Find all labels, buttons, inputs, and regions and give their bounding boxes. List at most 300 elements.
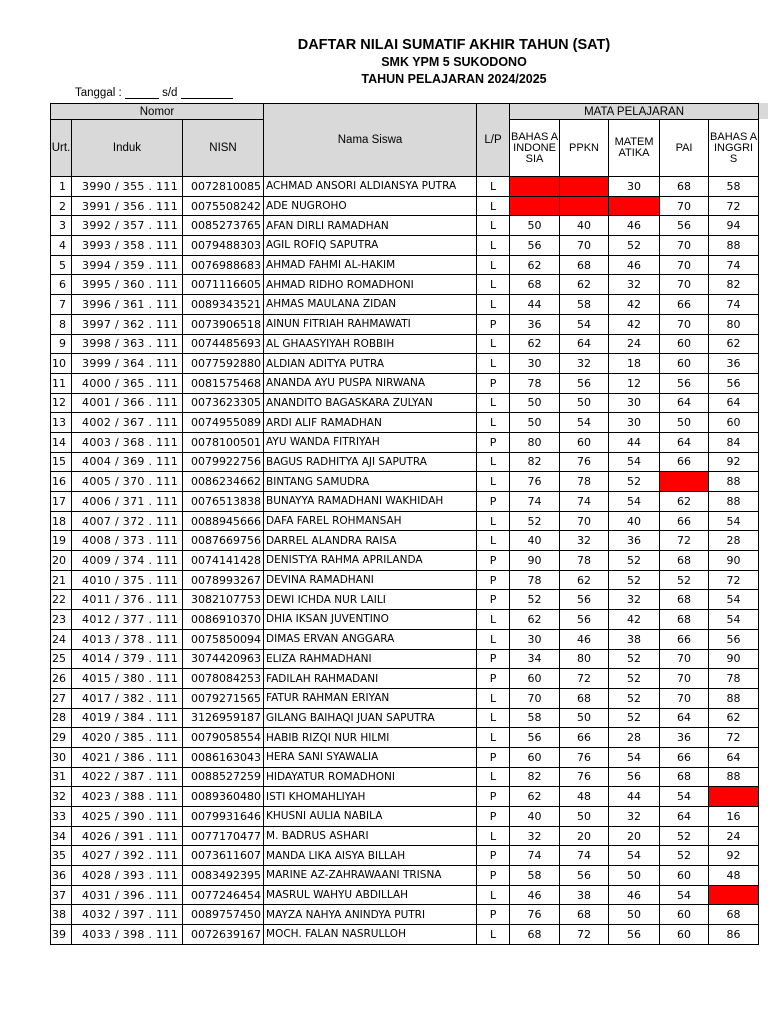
- nisn-cell: 0073906518: [183, 314, 264, 334]
- gender-cell: L: [477, 629, 510, 649]
- score-english: [709, 787, 759, 807]
- table-row: [51, 295, 759, 315]
- score-english: 72: [709, 728, 759, 748]
- score-pai: 64: [660, 393, 709, 413]
- nisn-cell: 0074141428: [183, 551, 264, 571]
- score-math: 32: [609, 590, 660, 610]
- score-english: 74: [709, 295, 759, 315]
- table-row: [51, 747, 759, 767]
- gender-cell: P: [477, 314, 510, 334]
- table-row: [51, 354, 759, 374]
- row-number: 15: [51, 452, 72, 472]
- score-indonesian: 78: [510, 570, 560, 590]
- table-row: [51, 925, 759, 945]
- gender-cell: P: [477, 373, 510, 393]
- score-math: 56: [609, 925, 660, 945]
- score-indonesian: 82: [510, 767, 560, 787]
- score-pai: 68: [660, 767, 709, 787]
- lp-header: L/P: [477, 104, 510, 177]
- score-pai: [660, 472, 709, 492]
- score-math: 30: [609, 413, 660, 433]
- gender-cell: L: [477, 610, 510, 630]
- gender-cell: L: [477, 354, 510, 374]
- score-ppkn: 62: [560, 570, 609, 590]
- induk-cell: 4001 / 366 . 111: [72, 393, 183, 413]
- induk-cell: 4032 / 397 . 111: [72, 905, 183, 925]
- induk-cell: 4005 / 370 . 111: [72, 472, 183, 492]
- nisn-cell: 0088527259: [183, 767, 264, 787]
- score-math: 46: [609, 885, 660, 905]
- student-name-cell: MOCH. FALAN NASRULLOH: [264, 925, 477, 945]
- table-row: [51, 669, 759, 689]
- student-name-cell: M. BADRUS ASHARI: [264, 826, 477, 846]
- induk-header: Induk: [72, 120, 183, 177]
- score-pai: 70: [660, 688, 709, 708]
- nisn-cell: 0077170477: [183, 826, 264, 846]
- score-english: 16: [709, 807, 759, 827]
- gender-cell: L: [477, 688, 510, 708]
- row-number: 23: [51, 610, 72, 630]
- score-pai: 70: [660, 314, 709, 334]
- score-english: 72: [709, 570, 759, 590]
- score-ppkn: 46: [560, 629, 609, 649]
- score-math: 44: [609, 432, 660, 452]
- score-indonesian: 62: [510, 334, 560, 354]
- score-english: 36: [709, 354, 759, 374]
- table-row: [51, 314, 759, 334]
- score-indonesian: 74: [510, 492, 560, 512]
- student-name-cell: DAFA FAREL ROHMANSAH: [264, 511, 477, 531]
- induk-cell: 4011 / 376 . 111: [72, 590, 183, 610]
- gender-cell: P: [477, 570, 510, 590]
- score-ppkn: 48: [560, 787, 609, 807]
- row-number: 16: [51, 472, 72, 492]
- gender-cell: L: [477, 767, 510, 787]
- score-indonesian: 70: [510, 688, 560, 708]
- document-header: [0, 37, 768, 88]
- subject-math-header: MATEM ATIKA: [609, 120, 660, 177]
- induk-cell: 4023 / 388 . 111: [72, 787, 183, 807]
- table-row: [51, 590, 759, 610]
- date-range-line: [75, 87, 233, 99]
- gender-cell: L: [477, 452, 510, 472]
- student-name-cell: DEWI ICHDA NUR LAILI: [264, 590, 477, 610]
- score-math: 24: [609, 334, 660, 354]
- student-name-cell: DARREL ALANDRA RAISA: [264, 531, 477, 551]
- score-pai: 64: [660, 807, 709, 827]
- score-pai: 72: [660, 531, 709, 551]
- score-pai: 64: [660, 432, 709, 452]
- score-english: 60: [709, 413, 759, 433]
- score-indonesian: 36: [510, 314, 560, 334]
- score-ppkn: 80: [560, 649, 609, 669]
- score-math: 46: [609, 216, 660, 236]
- induk-cell: 3993 / 358 . 111: [72, 236, 183, 256]
- score-math: 56: [609, 767, 660, 787]
- nisn-cell: 0073611607: [183, 846, 264, 866]
- row-number: 35: [51, 846, 72, 866]
- induk-cell: 4025 / 390 . 111: [72, 807, 183, 827]
- score-ppkn: 56: [560, 373, 609, 393]
- score-pai: 68: [660, 610, 709, 630]
- row-number: 24: [51, 629, 72, 649]
- score-ppkn: [560, 177, 609, 197]
- nisn-cell: 0077592880: [183, 354, 264, 374]
- table-row: [51, 531, 759, 551]
- induk-cell: 4033 / 398 . 111: [72, 925, 183, 945]
- grades-table: [50, 103, 759, 945]
- score-indonesian: 82: [510, 452, 560, 472]
- nisn-header: NISN: [183, 120, 264, 177]
- date-label: Tanggal :: [75, 87, 122, 99]
- score-math: 54: [609, 492, 660, 512]
- row-number: 2: [51, 196, 72, 216]
- score-english: 62: [709, 708, 759, 728]
- gender-cell: L: [477, 177, 510, 197]
- row-number: 32: [51, 787, 72, 807]
- score-pai: 70: [660, 196, 709, 216]
- row-number: 5: [51, 255, 72, 275]
- table-row: [51, 236, 759, 256]
- score-ppkn: 62: [560, 275, 609, 295]
- induk-cell: 4010 / 375 . 111: [72, 570, 183, 590]
- gender-cell: P: [477, 551, 510, 571]
- score-indonesian: 74: [510, 846, 560, 866]
- induk-cell: 3992 / 357 . 111: [72, 216, 183, 236]
- row-number: 12: [51, 393, 72, 413]
- row-number: 4: [51, 236, 72, 256]
- score-ppkn: 72: [560, 669, 609, 689]
- row-number: 20: [51, 551, 72, 571]
- table-row: [51, 570, 759, 590]
- score-indonesian: 30: [510, 354, 560, 374]
- score-indonesian: 76: [510, 905, 560, 925]
- score-pai: 70: [660, 255, 709, 275]
- student-name-cell: AHMAS MAULANA ZIDAN: [264, 295, 477, 315]
- subject-indonesian-header: BAHAS A INDONE SIA: [510, 120, 560, 177]
- score-ppkn: 76: [560, 747, 609, 767]
- row-number: 10: [51, 354, 72, 374]
- row-number: 22: [51, 590, 72, 610]
- score-math: 54: [609, 747, 660, 767]
- table-row: [51, 551, 759, 571]
- table-row: [51, 885, 759, 905]
- score-ppkn: 32: [560, 531, 609, 551]
- score-math: 38: [609, 629, 660, 649]
- induk-cell: 3995 / 360 . 111: [72, 275, 183, 295]
- score-english: 54: [709, 610, 759, 630]
- row-number: 33: [51, 807, 72, 827]
- score-pai: 68: [660, 177, 709, 197]
- score-indonesian: 44: [510, 295, 560, 315]
- score-indonesian: 50: [510, 216, 560, 236]
- induk-cell: 3996 / 361 . 111: [72, 295, 183, 315]
- score-ppkn: 78: [560, 472, 609, 492]
- nisn-cell: 0073623305: [183, 393, 264, 413]
- row-number: 21: [51, 570, 72, 590]
- score-english: 24: [709, 826, 759, 846]
- score-ppkn: 76: [560, 767, 609, 787]
- score-english: 56: [709, 373, 759, 393]
- score-indonesian: 58: [510, 866, 560, 886]
- subject-english-header: BAHAS A INGGRI S: [709, 120, 759, 177]
- nisn-cell: 0088945666: [183, 511, 264, 531]
- score-math: 30: [609, 393, 660, 413]
- gender-cell: P: [477, 649, 510, 669]
- induk-cell: 3998 / 363 . 111: [72, 334, 183, 354]
- nisn-cell: 0078084253: [183, 669, 264, 689]
- induk-cell: 4006 / 371 . 111: [72, 492, 183, 512]
- score-pai: 52: [660, 570, 709, 590]
- induk-cell: 3991 / 356 . 111: [72, 196, 183, 216]
- score-pai: 66: [660, 511, 709, 531]
- subject-ppkn-header: PPKN: [560, 120, 609, 177]
- row-number: 17: [51, 492, 72, 512]
- score-math: 42: [609, 295, 660, 315]
- score-ppkn: 58: [560, 295, 609, 315]
- induk-cell: 4019 / 384 . 111: [72, 708, 183, 728]
- score-english: 74: [709, 255, 759, 275]
- score-indonesian: 34: [510, 649, 560, 669]
- induk-cell: 4015 / 380 . 111: [72, 669, 183, 689]
- row-number: 27: [51, 688, 72, 708]
- score-indonesian: 62: [510, 610, 560, 630]
- table-row: [51, 472, 759, 492]
- nisn-cell: 0074955089: [183, 413, 264, 433]
- nisn-cell: 0086163043: [183, 747, 264, 767]
- grades-body: [51, 177, 759, 945]
- score-pai: 54: [660, 787, 709, 807]
- student-name-cell: AL GHAASYIYAH ROBBIH: [264, 334, 477, 354]
- induk-cell: 4020 / 385 . 111: [72, 728, 183, 748]
- nisn-cell: 0086234662: [183, 472, 264, 492]
- score-english: 88: [709, 492, 759, 512]
- score-english: 68: [709, 905, 759, 925]
- student-name-cell: FATUR RAHMAN ERIYAN: [264, 688, 477, 708]
- induk-cell: 4017 / 382 . 111: [72, 688, 183, 708]
- row-number: 18: [51, 511, 72, 531]
- score-math: 20: [609, 826, 660, 846]
- score-math: 52: [609, 649, 660, 669]
- gender-cell: L: [477, 925, 510, 945]
- score-indonesian: 90: [510, 551, 560, 571]
- gender-cell: L: [477, 334, 510, 354]
- nisn-cell: 0087669756: [183, 531, 264, 551]
- student-name-cell: ELIZA RAHMADHANI: [264, 649, 477, 669]
- date-to-blank: [181, 87, 233, 99]
- score-ppkn: 20: [560, 826, 609, 846]
- score-pai: 70: [660, 669, 709, 689]
- gender-cell: P: [477, 747, 510, 767]
- score-english: 86: [709, 925, 759, 945]
- score-math: 36: [609, 531, 660, 551]
- gender-cell: L: [477, 295, 510, 315]
- score-math: 50: [609, 905, 660, 925]
- induk-cell: 4009 / 374 . 111: [72, 551, 183, 571]
- row-number: 9: [51, 334, 72, 354]
- nisn-cell: 0079931646: [183, 807, 264, 827]
- row-number: 31: [51, 767, 72, 787]
- student-name-cell: DEVINA RAMADHANI: [264, 570, 477, 590]
- row-number: 11: [51, 373, 72, 393]
- score-indonesian: 76: [510, 472, 560, 492]
- score-pai: 52: [660, 846, 709, 866]
- nisn-cell: 3126959187: [183, 708, 264, 728]
- school-name: SMK YPM 5 SUKODONO: [381, 55, 527, 69]
- induk-cell: 4028 / 393 . 111: [72, 866, 183, 886]
- score-indonesian: 68: [510, 925, 560, 945]
- score-indonesian: [510, 196, 560, 216]
- student-name-cell: MANDA LIKA AISYA BILLAH: [264, 846, 477, 866]
- table-row: [51, 196, 759, 216]
- nisn-cell: 0083492395: [183, 866, 264, 886]
- score-math: 46: [609, 255, 660, 275]
- score-indonesian: 60: [510, 669, 560, 689]
- row-number: 29: [51, 728, 72, 748]
- gender-cell: L: [477, 275, 510, 295]
- student-name-cell: ANANDA AYU PUSPA NIRWANA: [264, 373, 477, 393]
- score-ppkn: 72: [560, 925, 609, 945]
- row-number: 14: [51, 432, 72, 452]
- student-name-cell: FADILAH RAHMADANI: [264, 669, 477, 689]
- urt-header: Urt.: [51, 120, 72, 177]
- score-english: 78: [709, 669, 759, 689]
- score-pai: 62: [660, 492, 709, 512]
- gender-cell: L: [477, 255, 510, 275]
- score-indonesian: 56: [510, 728, 560, 748]
- score-math: 32: [609, 275, 660, 295]
- score-pai: 68: [660, 551, 709, 571]
- score-math: 12: [609, 373, 660, 393]
- score-english: 92: [709, 846, 759, 866]
- table-row: [51, 846, 759, 866]
- score-math: 18: [609, 354, 660, 374]
- score-math: 52: [609, 236, 660, 256]
- document-title: DAFTAR NILAI SUMATIF AKHIR TAHUN (SAT): [297, 37, 611, 53]
- induk-cell: 4021 / 386 . 111: [72, 747, 183, 767]
- score-english: 88: [709, 236, 759, 256]
- score-english: 88: [709, 688, 759, 708]
- induk-cell: 4007 / 372 . 111: [72, 511, 183, 531]
- nisn-cell: 0075850094: [183, 629, 264, 649]
- table-row: [51, 787, 759, 807]
- score-ppkn: 56: [560, 866, 609, 886]
- score-indonesian: 80: [510, 432, 560, 452]
- score-english: 56: [709, 629, 759, 649]
- nisn-cell: 0075508242: [183, 196, 264, 216]
- gender-cell: P: [477, 787, 510, 807]
- induk-cell: 4014 / 379 . 111: [72, 649, 183, 669]
- score-ppkn: 68: [560, 905, 609, 925]
- score-pai: 60: [660, 354, 709, 374]
- row-number: 19: [51, 531, 72, 551]
- score-indonesian: 46: [510, 885, 560, 905]
- student-name-cell: HIDAYATUR ROMADHONI: [264, 767, 477, 787]
- row-number: 7: [51, 295, 72, 315]
- score-ppkn: 50: [560, 393, 609, 413]
- score-pai: 66: [660, 452, 709, 472]
- nisn-cell: 0079058554: [183, 728, 264, 748]
- student-name-cell: ARDI ALIF RAMADHAN: [264, 413, 477, 433]
- score-indonesian: 50: [510, 413, 560, 433]
- score-english: 54: [709, 511, 759, 531]
- score-indonesian: [510, 177, 560, 197]
- nisn-cell: 0078993267: [183, 570, 264, 590]
- date-separator: s/d: [162, 87, 178, 99]
- score-english: 72: [709, 196, 759, 216]
- score-pai: 66: [660, 629, 709, 649]
- score-math: 52: [609, 570, 660, 590]
- score-math: 32: [609, 807, 660, 827]
- row-number: 36: [51, 866, 72, 886]
- score-math: 50: [609, 866, 660, 886]
- score-ppkn: 54: [560, 413, 609, 433]
- student-name-cell: AINUN FITRIAH RAHMAWATI: [264, 314, 477, 334]
- score-pai: 66: [660, 295, 709, 315]
- student-name-cell: HABIB RIZQI NUR HILMI: [264, 728, 477, 748]
- score-english: 48: [709, 866, 759, 886]
- gender-cell: P: [477, 807, 510, 827]
- row-number: 37: [51, 885, 72, 905]
- score-ppkn: 76: [560, 452, 609, 472]
- table-row: [51, 511, 759, 531]
- gender-cell: P: [477, 492, 510, 512]
- gender-cell: L: [477, 885, 510, 905]
- gender-cell: L: [477, 728, 510, 748]
- row-number: 28: [51, 708, 72, 728]
- row-number: 30: [51, 747, 72, 767]
- student-name-cell: AHMAD FAHMI AL-HAKIM: [264, 255, 477, 275]
- student-name-cell: GILANG BAIHAQI JUAN SAPUTRA: [264, 708, 477, 728]
- nisn-cell: 0089343521: [183, 295, 264, 315]
- score-ppkn: 56: [560, 590, 609, 610]
- score-math: 40: [609, 511, 660, 531]
- score-english: 28: [709, 531, 759, 551]
- gender-cell: P: [477, 590, 510, 610]
- gender-cell: L: [477, 196, 510, 216]
- table-row: [51, 177, 759, 197]
- score-english: 90: [709, 649, 759, 669]
- score-ppkn: 38: [560, 885, 609, 905]
- score-indonesian: 52: [510, 511, 560, 531]
- student-name-cell: ALDIAN ADITYA PUTRA: [264, 354, 477, 374]
- table-row: [51, 708, 759, 728]
- score-indonesian: 60: [510, 747, 560, 767]
- nisn-cell: 0076988683: [183, 255, 264, 275]
- score-english: 82: [709, 275, 759, 295]
- student-name-cell: ANANDITO BAGASKARA ZULYAN: [264, 393, 477, 413]
- row-number: 25: [51, 649, 72, 669]
- row-number: 38: [51, 905, 72, 925]
- gender-cell: L: [477, 511, 510, 531]
- score-english: 94: [709, 216, 759, 236]
- nisn-cell: 0072639167: [183, 925, 264, 945]
- gender-cell: L: [477, 472, 510, 492]
- induk-cell: 4013 / 378 . 111: [72, 629, 183, 649]
- induk-cell: 3997 / 362 . 111: [72, 314, 183, 334]
- nisn-cell: 0089360480: [183, 787, 264, 807]
- score-pai: 36: [660, 728, 709, 748]
- score-pai: 70: [660, 236, 709, 256]
- induk-cell: 4003 / 368 . 111: [72, 432, 183, 452]
- score-ppkn: 56: [560, 610, 609, 630]
- score-pai: 66: [660, 747, 709, 767]
- induk-cell: 4022 / 387 . 111: [72, 767, 183, 787]
- score-math: 30: [609, 177, 660, 197]
- nisn-cell: 0071116605: [183, 275, 264, 295]
- student-name-cell: MASRUL WAHYU ABDILLAH: [264, 885, 477, 905]
- table-row: [51, 610, 759, 630]
